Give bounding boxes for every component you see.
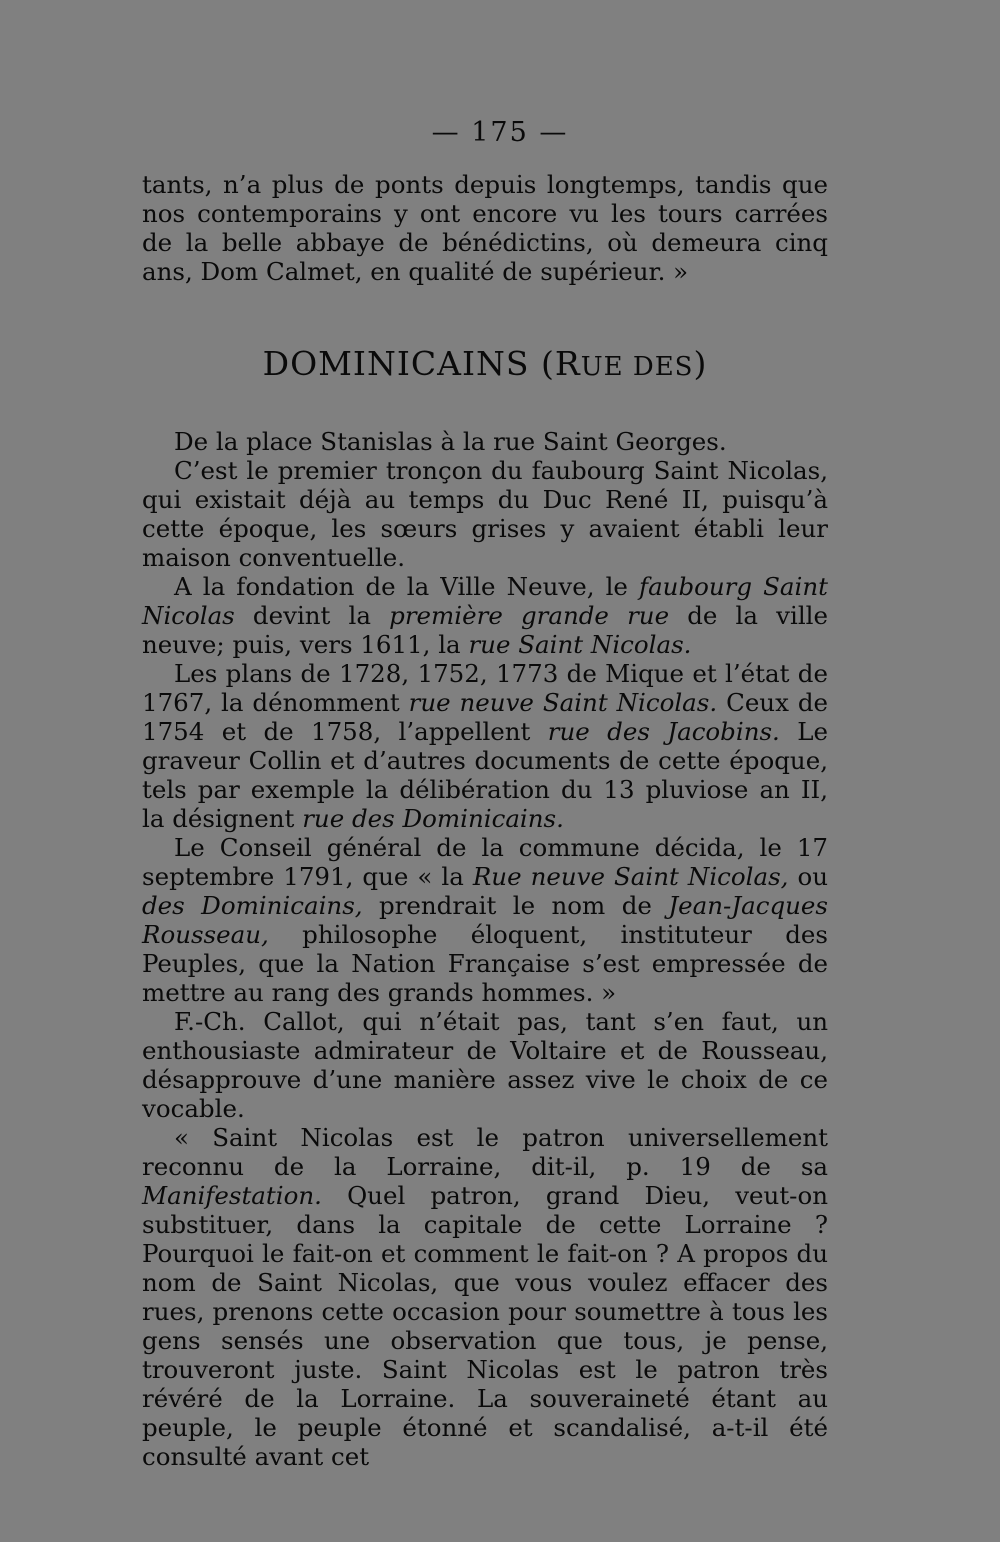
paragraph-plans [142, 659, 828, 833]
italic-run: rue des Dominicains. [302, 804, 564, 833]
text-run: Les plans de 1728, 1752, 1773 de Mique et l’état de 1767, la dénomment [142, 659, 828, 717]
page-number: — 175 — [431, 117, 569, 148]
page-body [142, 170, 828, 1471]
italic-run: Manifestation. [142, 1181, 322, 1210]
text-run: devint la [234, 601, 390, 630]
text-run: Ceux de 1754 et de 1758, l’appellent [142, 688, 829, 746]
text-run: Le graveur Collin et d’autres documents de cette époque, tels par exemple la délibération du 13 pluviose an II, la désignent [142, 717, 828, 833]
text-run: A la fondation de la Ville Neuve, le [174, 572, 639, 601]
italic-run: des Dominicains, [142, 891, 363, 920]
text-run: Le Conseil général de la commune décida, le 17 septembre 1791, que « la [142, 833, 828, 891]
text-run: philosophe éloquent, instituteur des Peuples, que la Nation Française s’est empressée de mettre au rang des grands hommes. » [142, 920, 828, 1007]
heading-end: ) [693, 344, 708, 383]
text-run: « Saint Nicolas est le patron universellement reconnu de la Lorraine, dit-il, p. 19 de sa [142, 1123, 828, 1181]
italic-run: première grande rue [389, 601, 670, 630]
heading-small-caps: UE DES [580, 352, 694, 382]
paragraph-location: De la place Stanislas à la rue Saint Georges. [174, 427, 727, 456]
italic-run: rue des Jacobins. [547, 717, 780, 746]
italic-run: Jean-Jacques Rousseau, [142, 891, 828, 949]
italic-run: rue neuve Saint Nicolas. [408, 688, 718, 717]
paragraph-callot: F.-Ch. Callot, qui n’était pas, tant s’en faut, un enthousiaste admirateur de Voltaire et de Rousseau, désapprouve d’une manière assez vive le choix de ce vocable. [142, 1007, 828, 1123]
heading-main: DOMINICAINS (R [262, 344, 581, 383]
text-run: prendrait le nom de [362, 891, 669, 920]
section-heading [142, 344, 828, 387]
paragraph-history: C’est le premier tronçon du faubourg Saint Nicolas, qui existait déjà au temps du Duc René II, puisqu’à cette époque, les sœurs grises y avaient établi leur maison conventuelle. [142, 456, 828, 572]
italic-run: faubourg Saint Nicolas [142, 572, 828, 630]
text-run: de la ville neuve; puis, vers 1611, la [142, 601, 828, 659]
paragraph-foundation [142, 572, 828, 659]
italic-run: Rue neuve Saint Nicolas, [472, 862, 789, 891]
text-run: ou [788, 862, 828, 891]
intro-paragraph: tants, n’a plus de ponts depuis longtemps, tandis que nos contemporains y ont encore vu les tours carrées de la belle abbaye de bénédictins, où demeura cinq ans, Dom Calmet, en qualité de supérieur. » [142, 170, 828, 286]
italic-run: rue Saint Nicolas. [468, 630, 692, 659]
text-run: Quel patron, grand Dieu, veut-on substituer, dans la capitale de cette Lorraine ? Pourquoi le fait-on et comment le fait-on ? A propos du nom de Saint Nicolas, que vous voulez effacer des rues, prenons cette occasion pour soumettre à tous les gens sensés une observation que tous, je pense, trouveront juste. Saint Nicolas est le patron très révéré de la Lorraine. La souveraineté étant au peuple, le peuple étonné et scandalisé, a-t-il été consulté avant cet [142, 1181, 828, 1471]
paragraph-council [142, 833, 828, 1007]
paragraph-quotation [142, 1123, 828, 1471]
